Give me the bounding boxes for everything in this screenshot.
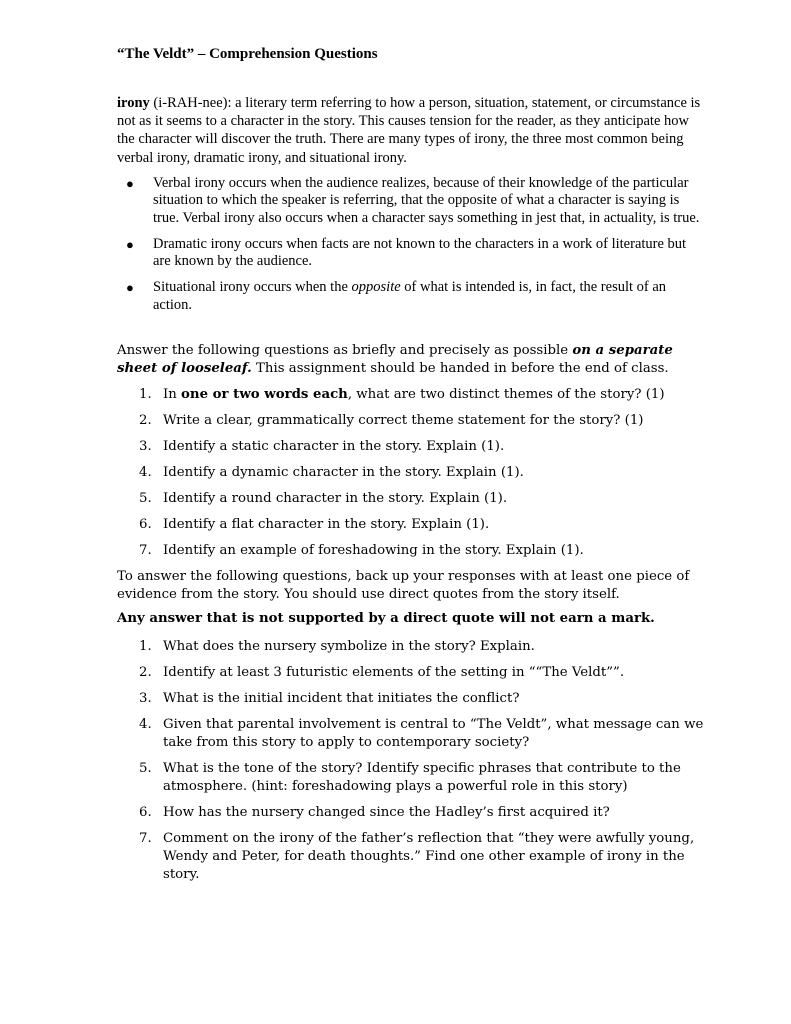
- question-number: 5.: [139, 491, 152, 506]
- question-number: 1.: [139, 639, 152, 654]
- question-item: [117, 664, 707, 682]
- question-item: [117, 716, 707, 752]
- instructions-text-end: This assignment should be handed in before the end of class.: [251, 361, 669, 376]
- question-number: 4.: [139, 717, 152, 732]
- list-item: [126, 279, 701, 314]
- definition-term: irony: [117, 95, 150, 111]
- question-text: Identify a dynamic character in the story. Explain (1).: [163, 465, 524, 480]
- question-item: [117, 386, 707, 404]
- question-number: 6.: [139, 805, 152, 820]
- question-item: [117, 412, 707, 430]
- question-number: 3.: [139, 439, 152, 454]
- question-number: 1.: [139, 387, 152, 402]
- bullet-text: Verbal irony occurs when the audience realizes, because of their knowledge of the particular situation to which the speaker is referring, that the opposite of what a character is saying is true. Verbal irony also occurs when a character says something in jest that, in actuality, is true.: [153, 175, 700, 226]
- part2-questions: [117, 638, 707, 892]
- question-text: In: [163, 387, 182, 402]
- bullet-text: Situational irony occurs when the: [153, 279, 352, 296]
- irony-definition: [117, 94, 707, 167]
- question-text: Write a clear, grammatically correct theme statement for the story? (1): [163, 413, 644, 428]
- question-item: [117, 464, 707, 482]
- question-number: 3.: [139, 691, 152, 706]
- bullet-text: Dramatic irony occurs when facts are not known to the characters in a work of literature but are known by the audience.: [153, 235, 687, 270]
- list-item: [126, 236, 701, 271]
- question-text: What is the tone of the story? Identify specific phrases that contribute to the atmosphere. (hint: foreshadowing plays a powerful role in this story): [163, 761, 681, 794]
- irony-types-list: [126, 175, 701, 323]
- instructions-paragraph: [117, 342, 707, 378]
- bullet-icon: ●: [126, 280, 134, 296]
- question-number: 4.: [139, 465, 152, 480]
- bullet-icon: ●: [126, 176, 134, 191]
- list-item: [126, 175, 701, 227]
- question-text: What is the initial incident that initiates the conflict?: [163, 691, 520, 706]
- page-title: “The Veldt” – Comprehension Questions: [117, 46, 378, 62]
- question-number: 2.: [139, 665, 152, 680]
- question-item: [117, 804, 707, 822]
- question-text: Identify a flat character in the story. Explain (1).: [163, 517, 490, 532]
- question-bold: one or two words each: [181, 387, 348, 402]
- question-text-end: , what are two distinct themes of the story? (1): [347, 387, 665, 402]
- question-text: Given that parental involvement is central to “The Veldt”, what message can we take from this story to apply to contemporary society?: [163, 717, 704, 750]
- question-text: Identify a round character in the story. Explain (1).: [163, 491, 508, 506]
- definition-text: a literary term referring to how a person, situation, statement, or circumstance is not as it seems to a character in the story. This causes tension for the reader, as they anticipate how the character will discover the truth. There are many types of irony, the three most common being verbal irony, dramatic irony, and situational irony.: [117, 95, 701, 166]
- quote-warning: Any answer that is not supported by a direct quote will not earn a mark.: [117, 611, 655, 626]
- question-number: 2.: [139, 413, 152, 428]
- question-item: [117, 490, 707, 508]
- question-number: 7.: [139, 543, 152, 558]
- question-text: Identify a static character in the story. Explain (1).: [163, 439, 505, 454]
- definition-pronunciation: (i-RAH-nee):: [149, 95, 232, 111]
- question-text: What does the nursery symbolize in the story? Explain.: [163, 639, 535, 654]
- question-item: [117, 830, 707, 884]
- question-text: Identify an example of foreshadowing in the story. Explain (1).: [163, 543, 584, 558]
- evidence-note: To answer the following questions, back up your responses with at least one piece of evidence from the story. You should use direct quotes from the story itself.: [117, 569, 690, 602]
- question-text: Comment on the irony of the father’s reflection that “they were awfully young, Wendy and Peter, for death thoughts.” Find one other example of irony in the story.: [163, 831, 695, 882]
- bullet-text-end: of what is intended is, in fact, the result of an action.: [153, 279, 667, 313]
- question-item: [117, 542, 707, 560]
- question-item: [117, 638, 707, 656]
- question-number: 5.: [139, 761, 152, 776]
- question-item: [117, 690, 707, 708]
- instructions-text: Answer the following questions as briefly and precisely as possible: [117, 343, 573, 358]
- question-number: 7.: [139, 831, 152, 846]
- bullet-italic: opposite: [351, 279, 401, 296]
- part1-questions: [117, 386, 707, 568]
- question-item: [117, 760, 707, 796]
- instructions-emphasis: on a separate sheet of looseleaf.: [117, 343, 673, 376]
- bullet-icon: ●: [126, 236, 134, 252]
- question-item: [117, 516, 707, 534]
- question-text: Identify at least 3 futuristic elements of the setting in ““The Veldt””.: [163, 665, 625, 680]
- question-text: How has the nursery changed since the Hadley’s first acquired it?: [163, 805, 610, 820]
- question-number: 6.: [139, 517, 152, 532]
- question-item: [117, 438, 707, 456]
